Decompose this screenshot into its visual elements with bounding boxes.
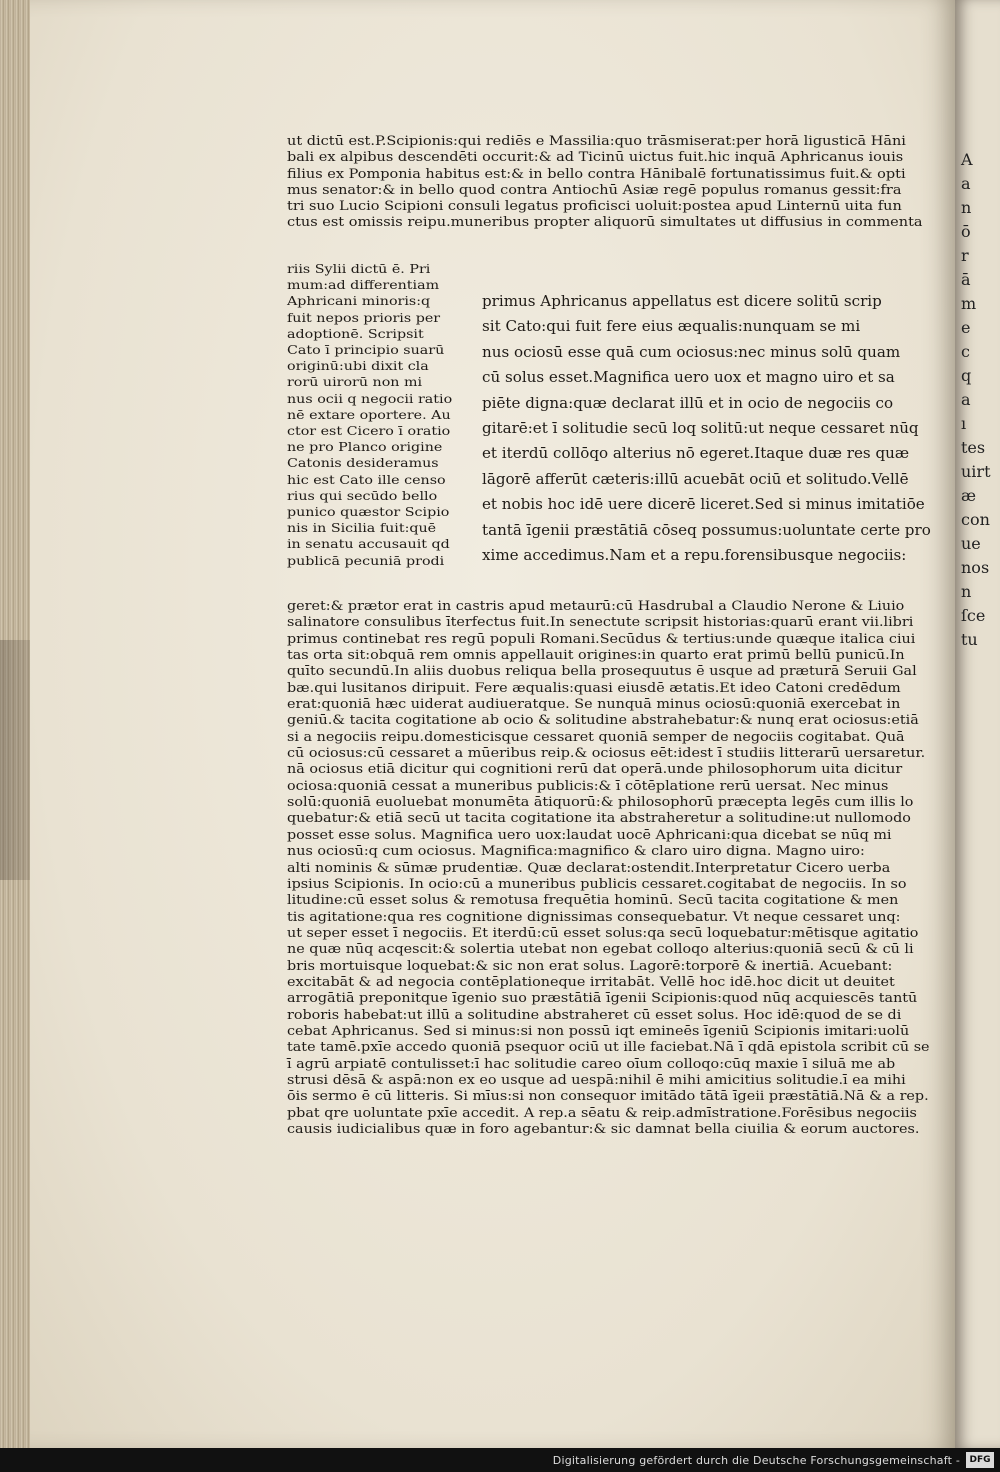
facing-page-glyph: ō <box>961 222 971 241</box>
commentary-line: tas orta sit:obquā rem omnis appellauit origines:in quarto erat primū bellū punicū.In <box>287 647 905 663</box>
commentary-line: ociosa:quoniā cessat a muneribus publicis:& ī cōtēplatione rerū uersat. Nec minus <box>287 777 889 793</box>
commentary-line: causis iudicialibus quæ in foro agebantur:& sic damnat bella ciuilia & eorum auctores. <box>287 1121 920 1136</box>
commentary-line: nā ociosus etiā dicitur qui cognitioni rerū dat operā.unde philosophorum uita dicitur <box>287 761 903 777</box>
side-commentary-line: Cato ī principio suarū <box>287 342 445 358</box>
side-commentary-line: mum:ad differentiam <box>287 277 440 293</box>
commentary-line: ōis sermo ē cū litteris. Si mīus:si non consequor imitādo tātā īgeii præstātiā.Nā & a rep. <box>287 1088 929 1104</box>
facing-page-glyph: e <box>961 318 971 337</box>
main-text-line: primus Aphricanus appellatus est dicere solitū scrip <box>482 293 882 310</box>
commentary-line: ī agrū arpiatē contulisset:ī hac solitudie careo oīum colloqo:cūq maxie ī siluā me ab <box>287 1055 896 1071</box>
side-commentary-line: nus ocii q negocii ratio <box>287 390 453 406</box>
main-text-line: piēte digna:quæ declarat illū et in ocio de negociis co <box>482 394 894 412</box>
commentary-line: filius ex Pomponia habitus est:& in bello contra Hānibalē fortunatissimus fuit.& opti <box>287 165 906 181</box>
digitization-footer <box>0 1448 1000 1472</box>
facing-page-glyph: q <box>961 366 972 385</box>
commentary-line: ut seper esset ī negociis. Et iterdū:cū esset solus:qa secū loquebatur:mētisque agitatio <box>287 924 919 940</box>
commentary-line: tate tamē.pxīe accedo quoniā psequor ociū ut ille faciebat.Nā ī qdā epistola scribit cū se <box>287 1039 930 1055</box>
commentary-line: quīto secundū.In aliis duobus reliqua bella prosequutus ē usque ad præturā Seruii Gal <box>287 663 917 679</box>
facing-page-glyph: n <box>961 582 972 601</box>
commentary-line: excitabāt & ad negocia contēplationeque irritabāt. Vellē hoc idē.hoc dicit ut deuitet <box>287 973 895 989</box>
main-text-line: sit Cato:qui fuit fere eius æqualis:nunquam se mi <box>482 318 861 336</box>
commentary-line: tis agitatione:qua res cognitione dignissimas consequebatur. Vt neque cessaret unq: <box>287 908 901 924</box>
facing-page-glyph: ā <box>961 270 971 289</box>
side-commentary-line: Catonis desideramus <box>287 455 439 471</box>
commentary-line: tri suo Lucio Scipioni consuli legatus proficisci uoluit:postea apud Linternū uita fun <box>287 198 902 214</box>
commentary-line: cebat Aphricanus. Sed si minus:si non possū iqt emineēs īgeniū Scipionis imitari:uolū <box>287 1022 910 1038</box>
side-commentary-line: in senatu accusauit qd <box>287 536 450 552</box>
main-text-line: cū solus esset.Magnifica uero uox et magno uiro et sa <box>482 369 895 387</box>
commentary-line: litudine:cū esset solus & remotusa frequētia hominū. Secū tacita cogitatione & men <box>287 892 899 908</box>
commentary-line: alti nominis & sūmæ prudentiæ. Quæ declarat:ostendit.Interpretatur Cicero uerba <box>287 859 891 875</box>
footer-credit: Digitalisierung gefördert durch die Deutsche Forschungsgemeinschaft - <box>552 1454 960 1467</box>
side-commentary-line: nē extare oportere. Au <box>287 406 451 422</box>
facing-page-glyph: tu <box>961 630 978 649</box>
commentary-line: primus continebat res regū populi Romani.Secūdus & tertius:unde quæque italica ciui <box>287 630 916 646</box>
commentary-line: bali ex alpibus descendēti occurit:& ad Ticinū uictus fuit.hic inquā Aphricanus iouis <box>287 149 904 165</box>
commentary-line: salinatore consulibus īterfectus fuit.In senectute scripsit historias:quarū erant vii.libri <box>287 614 914 630</box>
commentary-line: strusi dēsā & aspā:non ex eo usque ad uespā:nihil ē mihi amicitius solitudie.ī ea mihi <box>287 1071 906 1087</box>
facing-page-glyph: æ <box>961 486 977 505</box>
side-commentary-line: fuit nepos prioris per <box>287 309 441 325</box>
side-commentary-line: nis in Sicilia fuit:quē <box>287 520 437 536</box>
main-text-line: et iterdū collōqo alterius nō egeret.Itaque duæ res quæ <box>482 445 910 463</box>
side-commentary-line: riis Sylii dictū ē. Pri <box>287 261 431 276</box>
commentary-line: roboris habebat:ut illū a solitudine abstraheret cū esset solus. Hoc idē:quod de se di <box>287 1006 902 1022</box>
facing-page-glyph: a <box>961 174 971 193</box>
bottom-commentary <box>287 598 930 1137</box>
side-commentary-line: ctor est Cicero ī oratio <box>287 423 451 439</box>
commentary-line: ipsius Scipionis. In ocio:cū a muneribus publicis cessaret.cogitabat de negociis. In so <box>287 875 907 891</box>
commentary-line: bæ.qui lusitanos diripuit. Fere æqualis:quasi eiusdē ætatis.Et ideo Catoni credēdum <box>287 679 901 695</box>
side-commentary-line: hic est Cato ille censo <box>287 471 446 487</box>
facing-page-glyph: ı <box>961 414 967 433</box>
commentary-line: mus senator:& in bello quod contra Antiochū Asiæ regē populus romanus gessit:fra <box>287 181 902 197</box>
top-commentary <box>287 133 923 231</box>
facing-page-glyph: tes <box>961 438 986 457</box>
main-text-line: gitarē:et ī solitudie secū loq solitū:ut neque cessaret nūq <box>482 420 919 438</box>
side-commentary-line: rorū uirorū non mi <box>287 374 423 390</box>
facing-page-glyph: n <box>961 198 972 217</box>
side-commentary-line: rius qui secūdo bello <box>287 487 438 503</box>
side-commentary-line: ne pro Planco origine <box>287 439 443 455</box>
facing-page-glyph: a <box>961 390 971 409</box>
side-commentary <box>287 261 453 569</box>
facing-page-glyph: nos <box>961 558 990 577</box>
facing-page-glyph: A <box>961 150 973 169</box>
dfg-logo: DFG <box>966 1452 994 1468</box>
facing-page-fragment <box>955 0 1000 1448</box>
commentary-line: solū:quoniā euoluebat monumēta ātiquorū:& philosophorū præcepta legēs cum illis lo <box>287 794 914 810</box>
commentary-line: si a negociis reipu.domesticisque cessaret quoniā semper de negociis cogitabat. Quā <box>287 728 905 744</box>
commentary-line: nus ociosū:q cum ociosus. Magnifica:magnifico & claro uiro digna. Magno uiro: <box>287 843 865 859</box>
commentary-line: erat:quoniā hæc uiderat audiueratque. Se nunquā minus ociosū:quoniā exercebat in <box>287 696 901 712</box>
side-commentary-line: punico quæstor Scipio <box>287 504 450 520</box>
commentary-line: ut dictū est.P.Scipionis:qui rediēs e Massilia:quo trāsmiserat:per horā ligusticā Hāni <box>287 133 906 148</box>
facing-page-glyph: ſce <box>961 606 986 625</box>
side-commentary-line: publicā pecuniā prodi <box>287 552 445 568</box>
main-text-line: lāgorē afferūt cæteris:illū acuebāt ociū et solitudo.Vellē <box>482 470 909 488</box>
commentary-line: arrogātiā preponitque īgenio suo præstātiā īgenii Scipionis:quod nūq acquiescēs tantū <box>287 990 918 1006</box>
commentary-line: pbat qre uoluntate pxīe accedit. A rep.a sēatu & reip.admīstratione.Forēsibus negociis <box>287 1104 917 1120</box>
facing-page-glyph: uirt <box>961 462 991 481</box>
main-text-line: et nobis hoc idē uere dicerē liceret.Sed si minus imitatiōe <box>482 496 925 514</box>
commentary-line: ne quæ nūq acqescit:& solertia utebat non egebat colloqo alterius:quoniā secū & cū li <box>287 941 914 957</box>
facing-page-glyph: ue <box>961 534 981 553</box>
facing-page-glyph: c <box>961 342 970 361</box>
commentary-line: geret:& prætor erat in castris apud metaurū:cū Hasdrubal a Claudio Nerone & Liuio <box>287 598 905 613</box>
facing-page-glyph: m <box>961 294 977 313</box>
side-commentary-line: adoptionē. Scripsit <box>287 325 424 341</box>
side-commentary-line: Aphricani minoris:q <box>287 293 431 309</box>
commentary-line: ctus est omissis reipu.muneribus propter aliquorū simultates ut diffusius in commenta <box>287 214 923 230</box>
commentary-line: posset esse solus. Magnifica uero uox:laudat uocē Aphricani:qua dicebat se nūq mi <box>287 826 892 842</box>
main-text-block <box>482 289 931 568</box>
commentary-line: geniū.& tacita cogitatione ab ocio & solitudine abstrahebatur:& nunq erat ociosus:etiā <box>287 712 919 728</box>
commentary-line: quebatur:& etiā secū ut tacita cogitatione ita abstraheretur a solitudine:ut nullomodo <box>287 810 911 826</box>
side-commentary-line: originū:ubi dixit cla <box>287 358 429 374</box>
commentary-line: cū ociosus:cū cessaret a mūeribus reip.& ociosus eēt:idest ī studiis litterarū uersaretur. <box>287 745 926 761</box>
facing-page-glyph: r <box>961 246 969 265</box>
commentary-line: bris mortuisque loquebat:& sic non erat solus. Lagorē:torporē & inertiā. Acuebant: <box>287 957 893 973</box>
main-text-line: xime accedimus.Nam et a repu.forensibusque negociis: <box>482 547 907 565</box>
facing-page-glyph: con <box>961 510 990 529</box>
main-text-line: nus ociosū esse quā cum ociosus:nec minus solū quam <box>482 343 901 361</box>
main-text-line: tantā īgenii præstātiā cōseq possumus:uoluntate certe pro <box>482 521 931 539</box>
